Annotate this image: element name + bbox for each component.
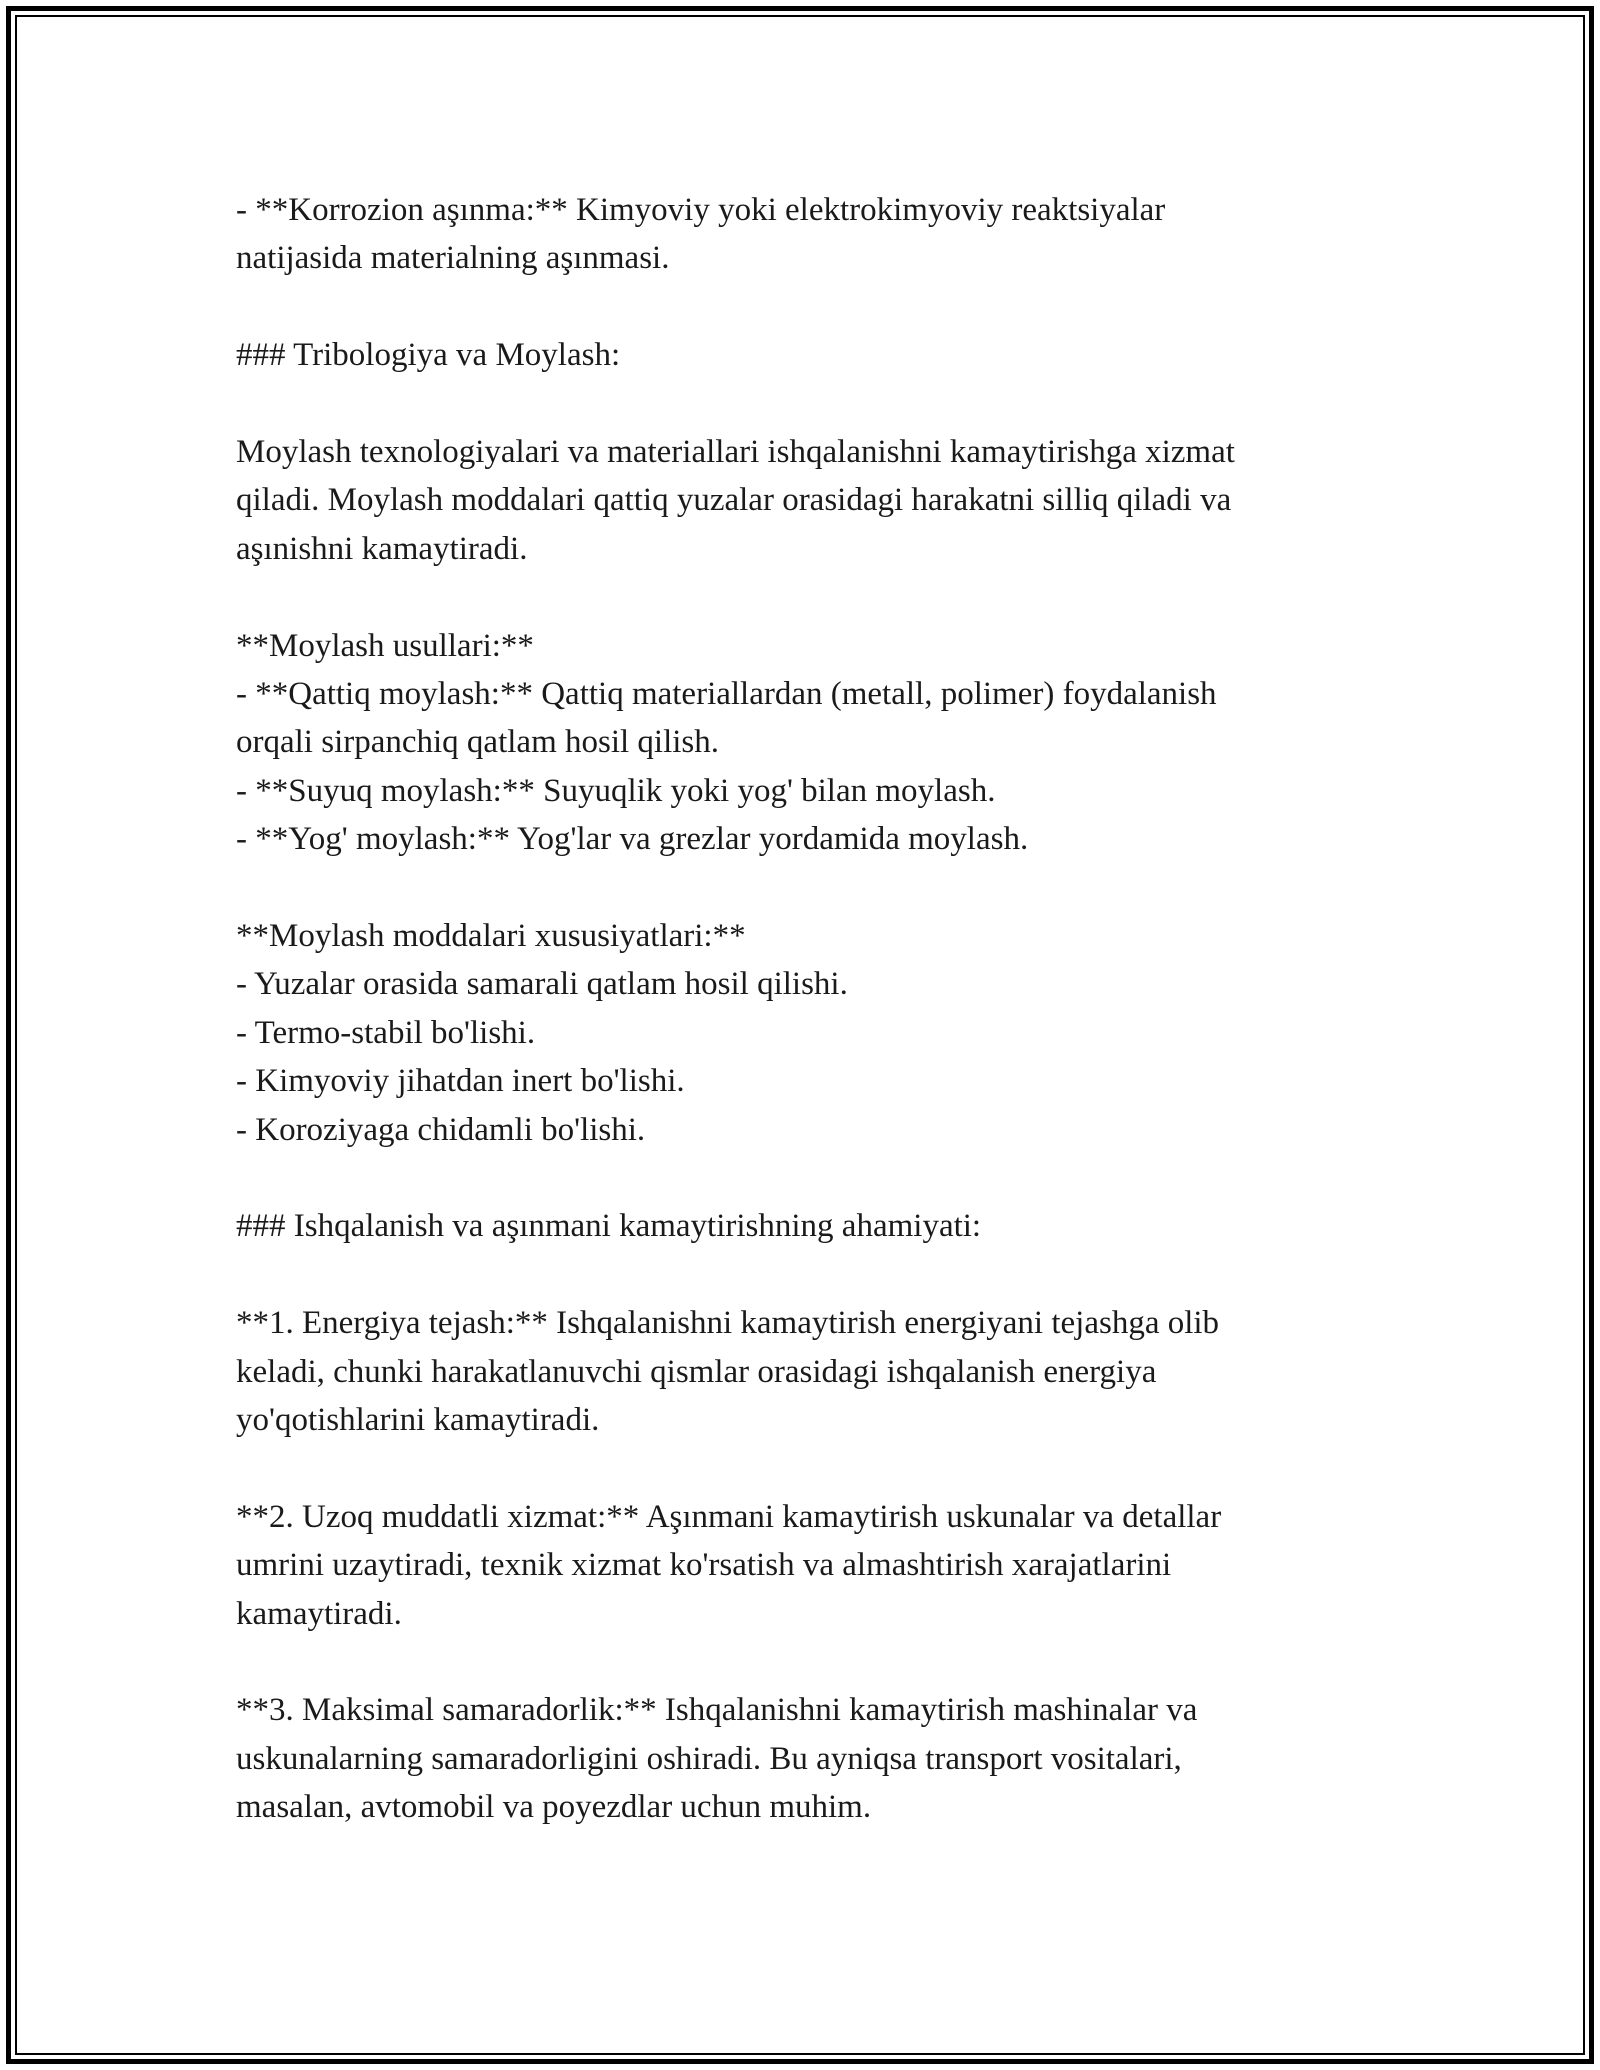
text-line: keladi, chunki harakatlanuvchi qismlar orasidagi ishqalanish energiya [236, 1353, 1157, 1390]
text-line: qiladi. Moylash moddalari qattiq yuzalar orasidagi harakatni silliq qiladi va [236, 482, 1232, 519]
document-body [236, 186, 1366, 1832]
text-line: aşınishni kamaytiradi. [236, 530, 528, 567]
blank-line [236, 283, 1366, 331]
blank-line [236, 1444, 1366, 1492]
subheading: **Moylash moddalari xususiyatlari:** [236, 918, 746, 955]
list-item: - Termo-stabil bo'lishi. [236, 1014, 536, 1051]
text-line: orqali sirpanchiq qatlam hosil qilish. [236, 724, 720, 761]
blank-line [236, 573, 1366, 621]
text-line: **1. Energiya tejash:** Ishqalanishni kamaytirish energiyani tejashga olib [236, 1305, 1220, 1342]
text-line: umrini uzaytiradi, texnik xizmat ko'rsatish va almashtirish xarajatlarini [236, 1547, 1172, 1584]
list-item: - Yuzalar orasida samarali qatlam hosil qilishi. [236, 966, 848, 1003]
text-line: - **Korrozion aşınma:** Kimyoviy yoki elektrokimyoviy reaktsiyalar [236, 192, 1166, 228]
text-line: kamaytiradi. [236, 1595, 402, 1632]
subheading: **Moylash usullari:** [236, 627, 534, 664]
blank-line [236, 864, 1366, 912]
section-heading: ### Tribologiya va Moylash: [236, 337, 621, 374]
text-line: Moylash texnologiyalari va materiallari ishqalanishni kamaytirishga xizmat [236, 434, 1235, 470]
list-item: - **Qattiq moylash:** Qattiq materiallardan (metall, polimer) foydalanish [236, 676, 1217, 713]
list-item: - **Suyuq moylash:** Suyuqlik yoki yog' bilan moylash. [236, 772, 996, 809]
blank-line [236, 1154, 1366, 1202]
text-line: **2. Uzoq muddatli xizmat:** Aşınmani kamaytirish uskunalar va detallar [236, 1498, 1222, 1535]
text-line: **3. Maksimal samaradorlik:** Ishqalanishni kamaytirish mashinalar va [236, 1692, 1198, 1729]
section-heading: ### Ishqalanish va aşınmani kamaytirishning ahamiyati: [236, 1208, 982, 1245]
list-item: - Koroziyaga chidamli bo'lishi. [236, 1111, 646, 1148]
text-line: masalan, avtomobil va poyezdlar uchun muhim. [236, 1789, 872, 1826]
list-item: - **Yog' moylash:** Yog'lar va grezlar yordamida moylash. [236, 821, 1029, 858]
blank-line [236, 1638, 1366, 1686]
text-line: yo'qotishlarini kamaytiradi. [236, 1402, 600, 1439]
text-line: uskunalarning samaradorligini oshiradi. Bu ayniqsa transport vositalari, [236, 1740, 1182, 1777]
text-line: natijasida materialning aşınmasi. [236, 240, 670, 277]
list-item: - Kimyoviy jihatdan inert bo'lishi. [236, 1063, 685, 1100]
blank-line [236, 1251, 1366, 1299]
blank-line [236, 380, 1366, 428]
